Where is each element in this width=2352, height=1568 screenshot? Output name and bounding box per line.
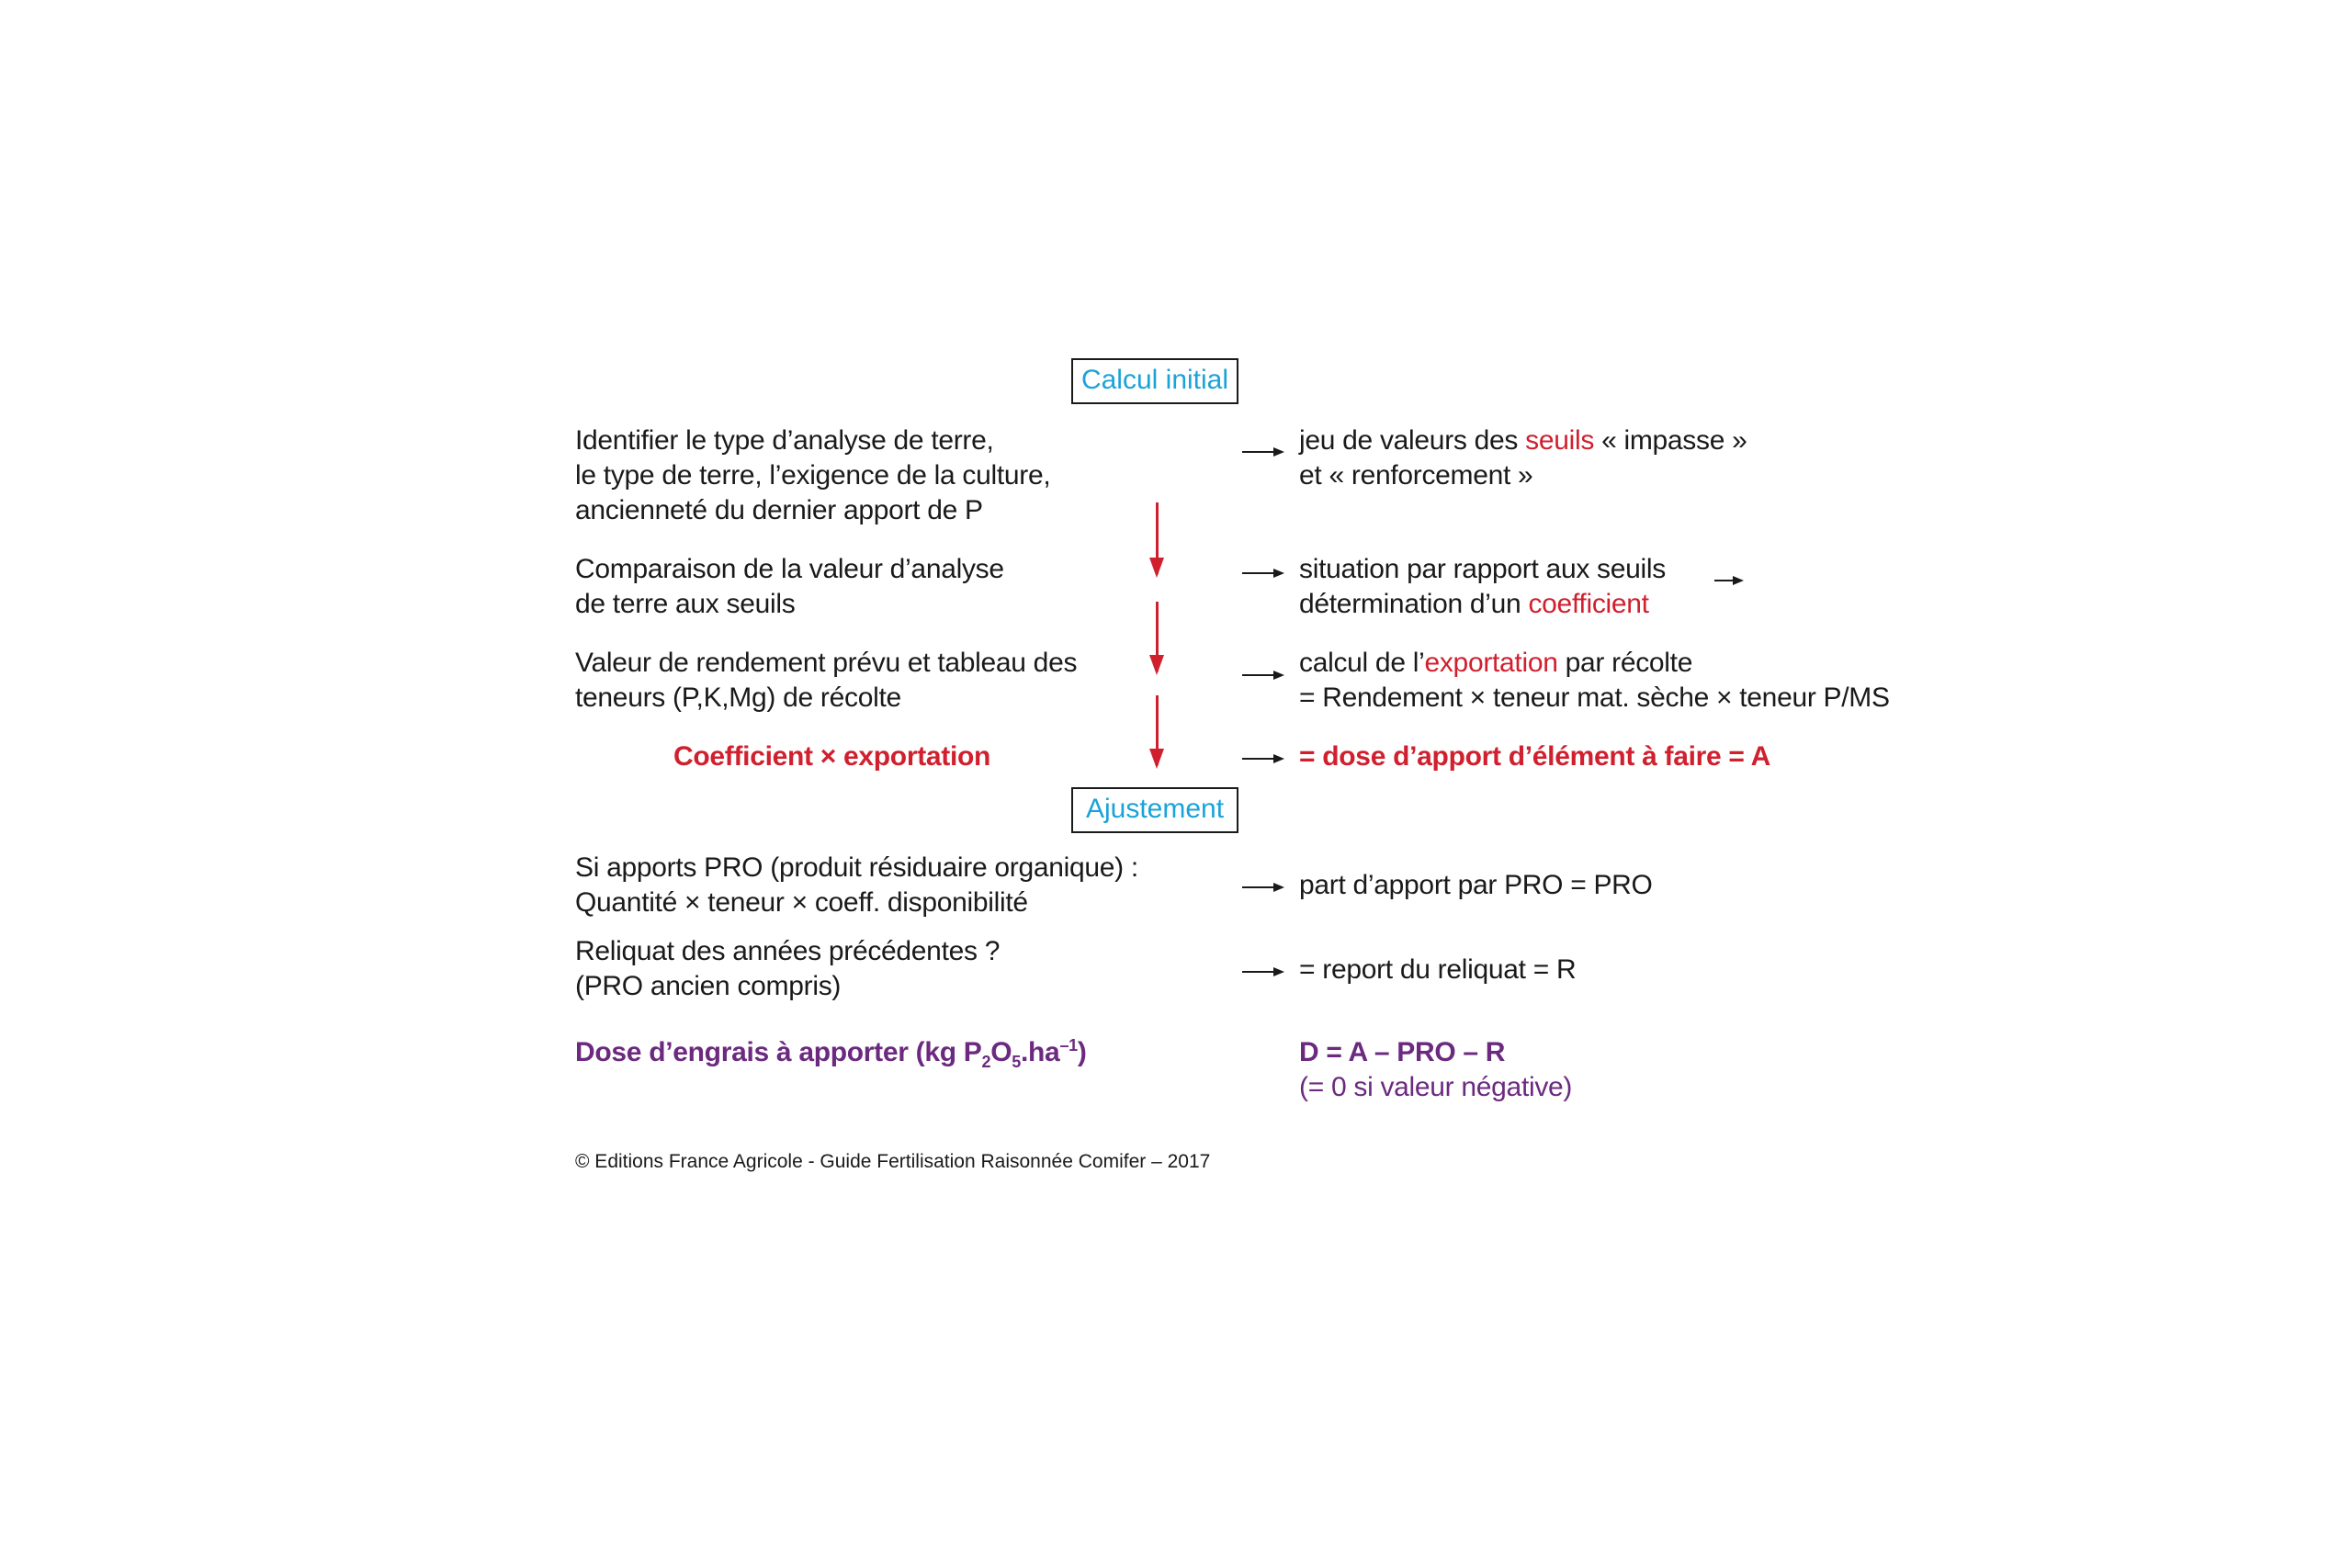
dose-sub-5: 5: [1012, 1053, 1021, 1071]
dose-sup: –1: [1059, 1036, 1078, 1055]
row2-left-line1: Comparaison de la valeur d’analyse: [575, 554, 1004, 584]
row3-left-line1: Valeur de rendement prévu et tableau des: [575, 648, 1078, 678]
row5-left-line1: Si apports PRO (produit résiduaire organique) :: [575, 852, 1138, 883]
dose-sub-2: 2: [981, 1053, 991, 1071]
row6-left-line2: (PRO ancien compris): [575, 971, 842, 1001]
row2-right-line2: [1299, 587, 1649, 622]
row3-right-exportation: exportation: [1424, 648, 1558, 678]
row2-right-coefficient: coefficient: [1528, 589, 1649, 619]
dose-text-d: ): [1077, 1037, 1087, 1067]
ajustement-box: Ajustement: [1071, 787, 1238, 833]
row3-right-line1: [1299, 646, 1692, 681]
row3-left-line2: teneurs (P,K,Mg) de récolte: [575, 682, 901, 713]
down-arrow-1: [1156, 502, 1159, 574]
row4-arrow: [1242, 758, 1281, 760]
row6-right: = report du reliquat = R: [1299, 954, 1577, 985]
dose-text-b: O: [990, 1037, 1012, 1067]
row1-right-seuils: seuils: [1525, 425, 1595, 456]
dose-apport-a: = dose d’apport d’élément à faire = A: [1299, 741, 1770, 772]
row3-right-text-b: par récolte: [1557, 648, 1693, 678]
row5-arrow: [1242, 886, 1281, 888]
row5-left-line2: Quantité × teneur × coeff. disponibilité: [575, 887, 1028, 918]
formula-note: (= 0 si valeur négative): [1299, 1072, 1573, 1102]
formula-d: D = A – PRO – R: [1299, 1037, 1506, 1067]
row3-right-line2: = Rendement × teneur mat. sèche × teneur P/MS: [1299, 682, 1890, 713]
copyright: © Editions France Agricole - Guide Fertilisation Raisonnée Comifer – 2017: [575, 1151, 1211, 1172]
down-arrow-2: [1156, 602, 1159, 671]
dose-text-a: Dose d’engrais à apporter (kg P: [575, 1037, 982, 1067]
row1-right-text-a: jeu de valeurs des: [1299, 425, 1526, 456]
row1-arrow: [1242, 451, 1281, 453]
row1-left-line3: ancienneté du dernier apport de P: [575, 495, 983, 525]
row2-arrow: [1242, 572, 1281, 574]
row2-extra-arrow: [1714, 580, 1740, 581]
row3-arrow: [1242, 674, 1281, 676]
row1-right-line2: et « renforcement »: [1299, 460, 1533, 491]
row6-arrow: [1242, 971, 1281, 973]
dose-text-c: .ha: [1020, 1037, 1060, 1067]
row2-right-line1: situation par rapport aux seuils: [1299, 554, 1666, 584]
row2-left-line2: de terre aux seuils: [575, 589, 796, 619]
row6-left-line1: Reliquat des années précédentes ?: [575, 936, 1001, 966]
row5-right: part d’apport par PRO = PRO: [1299, 870, 1653, 900]
coefficient-exportation: Coefficient × exportation: [673, 741, 991, 772]
dose-engrais-label: [575, 1035, 1087, 1070]
row1-left-line1: Identifier le type d’analyse de terre,: [575, 425, 994, 456]
row1-right-line1: [1299, 423, 1747, 458]
calcul-initial-box: Calcul initial: [1071, 358, 1238, 404]
down-arrow-3: [1156, 695, 1159, 765]
row2-right-text-a: détermination d’un: [1299, 589, 1529, 619]
row1-right-text-b: « impasse »: [1594, 425, 1747, 456]
row1-left-line2: le type de terre, l’exigence de la culture,: [575, 460, 1051, 491]
row3-right-text-a: calcul de l’: [1299, 648, 1425, 678]
